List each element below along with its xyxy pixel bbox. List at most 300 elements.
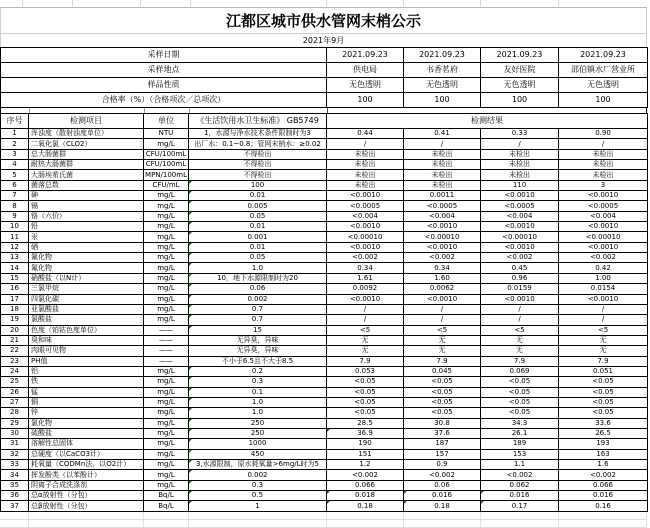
cell-no: 1 — [1, 129, 29, 139]
cell-item: 硒 — [29, 242, 144, 252]
cell-result: 1.6 — [559, 460, 648, 470]
cell-standard: 0.01 — [189, 222, 327, 232]
cell-result: <0.0005 — [404, 201, 481, 211]
cell-result: <0.05 — [559, 377, 648, 387]
table-row — [1, 408, 648, 418]
cell-unit: MPN/100mL — [145, 170, 187, 179]
cell-result: 1.61 — [327, 273, 404, 283]
cell-unit: mg/L — [144, 211, 189, 221]
cell-result: 未检出 — [404, 149, 481, 159]
table-row — [1, 439, 648, 449]
sampling-info-table — [0, 47, 648, 108]
table-row — [1, 263, 648, 273]
cell-standard: 0.001 — [189, 232, 327, 242]
cell-result: 0.0159 — [481, 284, 559, 294]
cell-no: 14 — [1, 263, 29, 273]
cell-item: 硝酸盐（以N计） — [29, 273, 144, 283]
cell-unit: mg/L — [144, 315, 189, 325]
report-month: 2021年9月 — [0, 34, 647, 47]
table-row — [1, 242, 648, 252]
info-row — [1, 93, 648, 108]
cell-standard: 0.5 — [189, 491, 327, 501]
cell-result: 0.34 — [404, 263, 481, 273]
table-row — [1, 253, 648, 263]
cell-result: 0.42 — [559, 263, 648, 273]
cell-standard: 1，水源与净水技术条件限制时为3 — [189, 129, 327, 139]
cell-item: 铁 — [29, 377, 144, 387]
cell-standard: 1 — [189, 501, 327, 511]
table-row — [1, 397, 648, 407]
cell-result: <0.002 — [327, 253, 404, 263]
cell-standard: 0.2 — [189, 366, 327, 376]
cell-no: 21 — [1, 335, 29, 345]
info-value: 100 — [481, 93, 559, 108]
cell-standard: 1.0 — [189, 263, 327, 273]
cell-unit: mg/L — [144, 273, 189, 283]
cell-item: 砷 — [29, 191, 144, 201]
cell-result: 未检出 — [327, 160, 404, 170]
cell-result: 未检出 — [481, 160, 559, 170]
cell-result: <0.05 — [327, 387, 404, 397]
table-row — [1, 180, 648, 190]
cell-result: 1.1 — [481, 460, 559, 470]
cell-result: <0.002 — [481, 253, 559, 263]
cell-no: 30 — [1, 428, 29, 438]
cell-standard: 0.05 — [189, 253, 327, 263]
info-label: 合格率（%）（合格项次／总项次） — [1, 93, 327, 108]
cell-item: 菌落总数 — [29, 180, 144, 190]
cell-no: 12 — [1, 242, 29, 252]
cell-result: <0.002 — [404, 253, 481, 263]
cell-standard: 450 — [189, 449, 327, 459]
info-value: 2021.09.23 — [481, 48, 559, 63]
cell-result: 无 — [327, 335, 404, 345]
table-row — [1, 222, 648, 232]
header-result: 检测结果 — [327, 114, 648, 129]
cell-result: <0.004 — [404, 211, 481, 221]
cell-result: <0.0010 — [559, 294, 648, 304]
cell-unit: CFU/100mL — [144, 160, 189, 170]
cell-result: / — [327, 304, 404, 314]
cell-standard: 250 — [189, 418, 327, 428]
cell-no: 34 — [1, 470, 29, 480]
cell-result: 0.066 — [559, 480, 648, 490]
cell-unit: mg/L — [144, 222, 189, 232]
cell-unit: CFU/100mL — [144, 149, 189, 159]
cell-unit: mg/L — [144, 201, 189, 211]
cell-standard: 不小于6.5且不大于8.5 — [189, 356, 327, 366]
cell-result: / — [481, 315, 559, 325]
cell-unit: mg/L — [144, 408, 189, 418]
cell-unit: —— — [144, 356, 189, 366]
cell-no: 18 — [1, 304, 29, 314]
cell-item: PH值 — [29, 356, 144, 366]
table-row — [1, 470, 648, 480]
cell-result: 1.2 — [327, 460, 404, 470]
cell-result: 153 — [481, 449, 559, 459]
cell-result: 157 — [404, 449, 481, 459]
cell-no: 5 — [1, 170, 29, 180]
cell-unit: —— — [144, 346, 189, 356]
cell-result: <0.002 — [327, 470, 404, 480]
cell-unit: mg/L — [144, 377, 189, 387]
cell-result: 0.016 — [404, 491, 481, 501]
cell-result: 无 — [559, 335, 648, 345]
cell-result: 未检出 — [559, 170, 648, 180]
cell-result: <0.05 — [559, 408, 648, 418]
cell-result: 1.60 — [404, 273, 481, 283]
cell-result: <0.0005 — [481, 201, 559, 211]
info-value: 邵伯镇水厂营业所 — [559, 63, 648, 78]
cell-result: 189 — [481, 439, 559, 449]
cell-unit: mg/L — [144, 387, 189, 397]
cell-item: 氯酸盐 — [29, 315, 144, 325]
cell-result: 0.0154 — [559, 284, 648, 294]
cell-result: <0.05 — [404, 397, 481, 407]
cell-result: 未检出 — [481, 170, 559, 180]
spreadsheet-gridline-footer — [0, 512, 647, 528]
cell-item: 浑浊度（散射浊度单位） — [29, 129, 144, 139]
cell-result: <5 — [559, 325, 648, 335]
cell-result: <5 — [327, 325, 404, 335]
cell-standard: 1.0 — [189, 408, 327, 418]
cell-unit: mg/L — [144, 294, 189, 304]
page-title: 江都区城市供水管网末梢公示 — [0, 8, 647, 34]
cell-unit: mg/L — [144, 366, 189, 376]
cell-no: 8 — [1, 201, 29, 211]
table-row — [1, 149, 648, 159]
cell-result: <0.0010 — [404, 222, 481, 232]
cell-standard: 不得检出 — [189, 149, 327, 159]
cell-item: 锰 — [29, 387, 144, 397]
cell-result: 0.0062 — [404, 284, 481, 294]
cell-item: 氟化物 — [29, 263, 144, 273]
cell-result: <0.05 — [404, 408, 481, 418]
cell-unit: mg/L — [144, 470, 189, 480]
info-value: 100 — [404, 93, 481, 108]
cell-result: 无 — [327, 346, 404, 356]
cell-result: 0.33 — [481, 129, 559, 139]
cell-unit: mg/L — [144, 139, 189, 149]
cell-unit: mg/L — [144, 428, 189, 438]
table-row — [1, 387, 648, 397]
cell-result: 7.9 — [327, 356, 404, 366]
table-row — [1, 491, 648, 501]
cell-result: 0.41 — [404, 129, 481, 139]
cell-result: <0.0010 — [327, 294, 404, 304]
cell-result: <0.00010 — [327, 232, 404, 242]
cell-result: 0.17 — [481, 501, 559, 511]
cell-item: 铝 — [29, 366, 144, 376]
cell-no: 35 — [1, 480, 29, 490]
cell-result: 0.016 — [481, 491, 559, 501]
cell-result: 26.5 — [559, 428, 648, 438]
table-row — [1, 273, 648, 283]
cell-standard: 0.005 — [189, 201, 327, 211]
cell-result: 0.45 — [481, 263, 559, 273]
info-value: 供电局 — [327, 63, 404, 78]
cell-item: 总β放射性（分包） — [29, 501, 144, 511]
cell-result: 0.34 — [327, 263, 404, 273]
cell-result: <5 — [481, 325, 559, 335]
cell-standard: 0.05 — [189, 211, 327, 221]
cell-result: <0.0010 — [327, 191, 404, 201]
cell-item: 阴离子合成洗涤剂 — [29, 480, 144, 490]
cell-no: 4 — [1, 160, 29, 170]
cell-result: 151 — [327, 449, 404, 459]
cell-item: 氰化物 — [29, 253, 144, 263]
cell-no: 19 — [1, 315, 29, 325]
cell-result: / — [327, 315, 404, 325]
cell-result: 0.18 — [327, 501, 404, 511]
cell-result: <0.004 — [559, 211, 648, 221]
cell-standard: 10，地下水源限制时为20 — [189, 273, 327, 283]
cell-result: 0.062 — [481, 480, 559, 490]
cell-result: 0.016 — [559, 491, 648, 501]
cell-unit: —— — [144, 325, 189, 335]
cell-standard: 0.01 — [189, 242, 327, 252]
cell-result: 30.8 — [404, 418, 481, 428]
cell-standard: 3,水源限制，原水耗氧量>6mg/L时为5 — [189, 460, 327, 470]
cell-item: 臭和味 — [29, 335, 144, 345]
cell-no: 24 — [1, 366, 29, 376]
table-row — [1, 366, 648, 376]
header-standard: 《生活饮用水卫生标准》 GB5749 — [189, 114, 327, 129]
cell-result: <0.05 — [327, 408, 404, 418]
cell-result: / — [404, 139, 481, 149]
cell-result: / — [327, 139, 404, 149]
cell-no: 13 — [1, 253, 29, 263]
table-row — [1, 501, 648, 511]
cell-no: 36 — [1, 491, 29, 501]
table-row — [1, 356, 648, 366]
cell-standard: 1000 — [189, 439, 327, 449]
table-row — [1, 315, 648, 325]
info-label: 采样地点 — [1, 63, 327, 78]
header-unit: 单位 — [144, 114, 189, 129]
cell-no: 3 — [1, 149, 29, 159]
table-row — [1, 377, 648, 387]
cell-result: <0.002 — [481, 470, 559, 480]
cell-no: 15 — [1, 273, 29, 283]
table-row — [1, 418, 648, 428]
cell-result: 0.16 — [559, 501, 648, 511]
cell-result: <0.0010 — [404, 242, 481, 252]
cell-unit: mg/L — [144, 480, 189, 490]
cell-standard: 15 — [189, 325, 327, 335]
cell-standard: 0.3 — [189, 377, 327, 387]
table-row — [1, 191, 648, 201]
info-label: 采样日期 — [1, 48, 327, 63]
cell-result: 37.6 — [404, 428, 481, 438]
cell-result: <0.0010 — [327, 242, 404, 252]
cell-standard: 100 — [189, 180, 327, 190]
cell-result: <0.0005 — [327, 201, 404, 211]
spreadsheet-gridline-strip — [0, 0, 647, 8]
cell-result: / — [404, 315, 481, 325]
cell-no: 23 — [1, 356, 29, 366]
cell-result: <0.0010 — [559, 191, 648, 201]
cell-result: 无 — [559, 346, 648, 356]
cell-item: 大肠埃希氏菌 — [29, 170, 144, 180]
cell-no: 27 — [1, 397, 29, 407]
info-value: 无色透明 — [327, 78, 404, 93]
table-row — [1, 325, 648, 335]
cell-item: 铅 — [29, 222, 144, 232]
cell-standard: 0.7 — [189, 315, 327, 325]
info-label: 样品性质 — [1, 78, 327, 93]
cell-result: <0.0005 — [559, 201, 648, 211]
cell-item: 锌 — [29, 408, 144, 418]
cell-result: <0.004 — [481, 211, 559, 221]
cell-result: 未检出 — [559, 149, 648, 159]
cell-standard: 无异臭，异味 — [189, 346, 327, 356]
cell-result: 未检出 — [404, 160, 481, 170]
cell-result: <0.0010 — [481, 242, 559, 252]
cell-result: <0.00010 — [481, 232, 559, 242]
cell-result: 0.18 — [404, 501, 481, 511]
cell-result: <0.05 — [481, 397, 559, 407]
cell-unit: mg/L — [144, 397, 189, 407]
cell-result: 110 — [481, 180, 559, 190]
cell-result: / — [559, 304, 648, 314]
cell-result: 190 — [327, 439, 404, 449]
table-header-row — [1, 114, 648, 129]
cell-result: 未检出 — [559, 160, 648, 170]
cell-item: 铜 — [29, 397, 144, 407]
cell-result: 无 — [404, 346, 481, 356]
cell-result: 0.018 — [327, 491, 404, 501]
cell-result: 28.5 — [327, 418, 404, 428]
cell-item: 耗氧量（CODMn法，以O2计） — [29, 460, 144, 470]
cell-unit: mg/L — [144, 418, 189, 428]
cell-standard: 0.06 — [189, 284, 327, 294]
cell-unit: mg/L — [144, 242, 189, 252]
cell-no: 33 — [1, 460, 29, 470]
cell-result: 无 — [481, 346, 559, 356]
cell-result: 0.066 — [327, 480, 404, 490]
table-row — [1, 294, 648, 304]
cell-result: 36.9 — [327, 428, 404, 438]
info-value: 100 — [327, 93, 404, 108]
cell-unit: Bq/L — [144, 501, 189, 511]
cell-result: <0.05 — [404, 387, 481, 397]
cell-result: / — [481, 304, 559, 314]
cell-unit: NTU — [144, 129, 189, 139]
cell-no: 26 — [1, 387, 29, 397]
cell-result: 0.96 — [481, 273, 559, 283]
info-value: 无色透明 — [481, 78, 559, 93]
cell-result: 0.44 — [327, 129, 404, 139]
cell-no: 7 — [1, 191, 29, 201]
cell-result: 未检出 — [404, 180, 481, 190]
cell-result: 33.6 — [559, 418, 648, 428]
cell-item: 二氧化氯（CLO2） — [29, 139, 144, 149]
cell-standard: 0.1 — [189, 387, 327, 397]
cell-no: 17 — [1, 294, 29, 304]
cell-no: 28 — [1, 408, 29, 418]
cell-result: 无 — [481, 335, 559, 345]
cell-result: 0.0011 — [404, 191, 481, 201]
cell-result: <0.05 — [559, 397, 648, 407]
cell-result: <0.002 — [559, 470, 648, 480]
cell-no: 32 — [1, 449, 29, 459]
cell-item: 镉 — [29, 201, 144, 211]
cell-result: 未检出 — [404, 170, 481, 180]
cell-result: 187 — [404, 439, 481, 449]
cell-unit: mg/L — [144, 439, 189, 449]
info-value: 友好医院 — [481, 63, 559, 78]
header-item: 检测项目 — [29, 114, 144, 129]
cell-result: 0.053 — [327, 366, 404, 376]
cell-standard: 不得检出 — [189, 160, 327, 170]
cell-item: 三氯甲烷 — [29, 284, 144, 294]
cell-result: <5 — [404, 325, 481, 335]
cell-result: 34.3 — [481, 418, 559, 428]
cell-unit: CFU/mL — [144, 180, 189, 190]
info-value: 2021.09.23 — [559, 48, 648, 63]
cell-result: 未检出 — [327, 170, 404, 180]
cell-unit: Bq/L — [144, 491, 189, 501]
cell-no: 31 — [1, 439, 29, 449]
table-row — [1, 211, 648, 221]
cell-item: 氯化物 — [29, 418, 144, 428]
cell-result: / — [559, 315, 648, 325]
cell-result: <0.05 — [559, 387, 648, 397]
cell-unit: mg/L — [144, 232, 189, 242]
cell-unit: mg/L — [144, 460, 189, 470]
cell-item: 总硬度（以CaCO3计） — [29, 449, 144, 459]
cell-result: 3 — [559, 180, 648, 190]
table-row — [1, 170, 648, 180]
cell-result: 1.00 — [559, 273, 648, 283]
info-value: 无色透明 — [559, 78, 648, 93]
cell-standard: 0.002 — [189, 470, 327, 480]
cell-result: 163 — [559, 449, 648, 459]
table-row — [1, 460, 648, 470]
cell-item: 汞 — [29, 232, 144, 242]
cell-result: 未检出 — [481, 149, 559, 159]
cell-item: 色度（铂钴色度单位） — [29, 325, 144, 335]
cell-no: 25 — [1, 377, 29, 387]
cell-result: <0.0010 — [327, 222, 404, 232]
cell-no: 9 — [1, 211, 29, 221]
info-row — [1, 63, 648, 78]
cell-standard: 250 — [189, 428, 327, 438]
info-value: 2021.09.23 — [404, 48, 481, 63]
cell-result: 0.9 — [404, 460, 481, 470]
cell-result: <0.05 — [481, 377, 559, 387]
cell-result: <0.004 — [327, 211, 404, 221]
cell-standard: 出厂水：0.1~0.8；管网末梢水：≥0.02 — [189, 139, 327, 149]
cell-unit: mg/L — [144, 449, 189, 459]
cell-result: <0.002 — [404, 470, 481, 480]
table-row — [1, 304, 648, 314]
cell-no: 2 — [1, 139, 29, 149]
table-row — [1, 284, 648, 294]
cell-item: 肉眼可见物 — [29, 346, 144, 356]
info-value: 100 — [559, 93, 648, 108]
cell-result: <0.00010 — [404, 232, 481, 242]
cell-standard: 1.0 — [189, 397, 327, 407]
test-results-table — [0, 113, 648, 512]
table-row — [1, 428, 648, 438]
cell-result: 7.9 — [481, 356, 559, 366]
cell-result: <0.0010 — [481, 222, 559, 232]
info-value: 书香茗府 — [404, 63, 481, 78]
table-row — [1, 129, 648, 139]
table-row — [1, 201, 648, 211]
